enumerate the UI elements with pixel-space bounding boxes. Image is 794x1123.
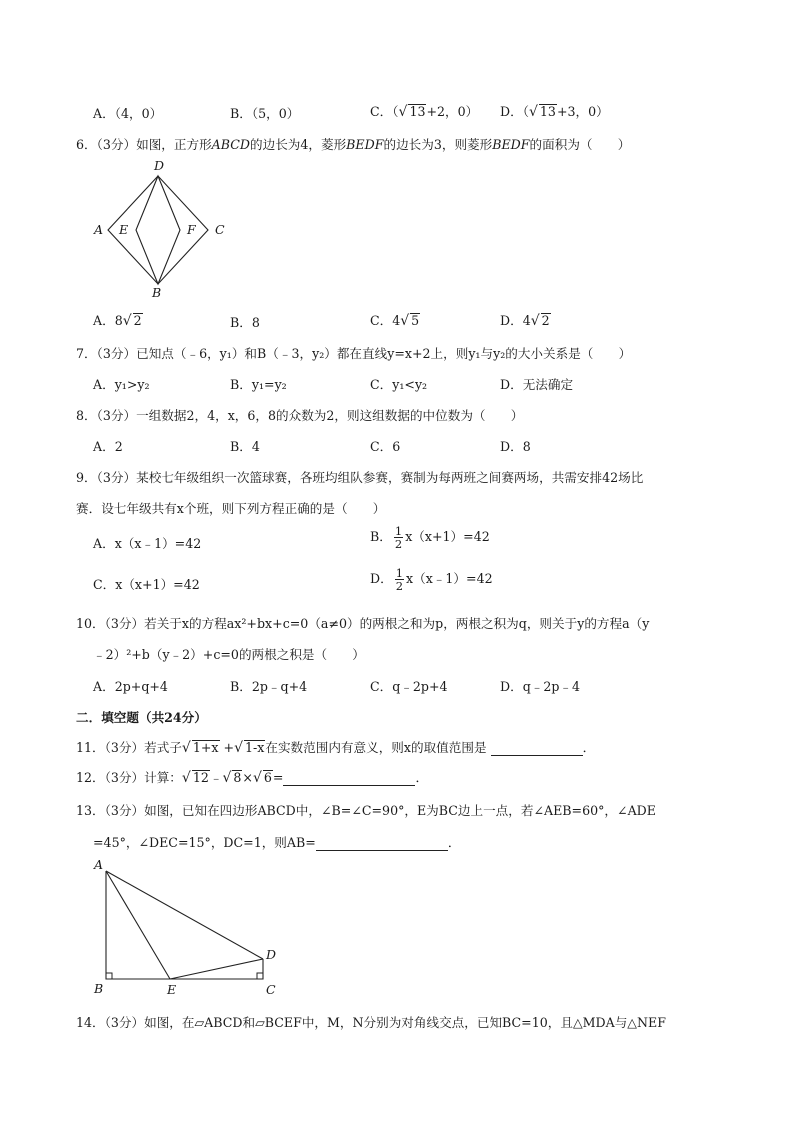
q7-option-c: C．y₁<y₂ [370, 377, 428, 392]
right-angle-c [257, 973, 263, 979]
q9-stem-line1: 9．（3分）某校七年级组织一次篮球赛，各班均组队参赛，赛制为每两班之间赛两场，共需安排42场比 [76, 470, 644, 485]
q13-stem-line2: =45°，∠DEC=15°，DC=1，则AB= ． [93, 835, 461, 850]
q11-stem: 11．（3分）若式子√ 1+x +√ 1-x在实数范围内有意义，则x的取值范围是 ． [76, 740, 596, 756]
q6-option-b: B．8 [230, 315, 260, 330]
label-a: A [94, 222, 104, 237]
label-d: D [154, 158, 165, 173]
q7-option-d: D．无法确定 [500, 377, 574, 392]
q7-option-b: B．y₁=y₂ [230, 377, 287, 392]
q14-stem: 14．（3分）如图，在▱ABCD和▱BCEF中，M，N分别为对角线交点，已知BC=10，且△MDA与△NEF [76, 1015, 666, 1030]
q10-option-a: A．2p+q+4 [93, 679, 168, 694]
q7-stem: 7．（3分）已知点（﹣6，y₁）和B（﹣3，y₂）都在直线y=x+2上，则y₁与y₂的大小关系是（ ） [76, 346, 632, 361]
q10-stem-line2: ﹣2）²+b（y﹣2）+c=0的两根之积是（ ） [93, 647, 365, 662]
q8-option-d: D．8 [500, 439, 531, 454]
q10-option-d: D．q﹣2p﹣4 [500, 679, 581, 694]
q10-option-b: B．2p﹣q+4 [230, 679, 308, 694]
label-e: E [119, 222, 129, 237]
q7-option-a: A．y₁>y₂ [93, 377, 150, 392]
q6-stem: 6．（3分）如图，正方形ABCD的边长为4，菱形BEDF的边长为3，则菱形BEDF的面积为（ ） [76, 137, 631, 152]
label-b: B [152, 285, 162, 300]
q13-answer-blank[interactable] [316, 836, 448, 851]
q9-option-a: A．x（x﹣1）=42 [93, 536, 202, 551]
right-angle-b [106, 973, 112, 979]
q12-stem: 12．（3分）计算：√ 12﹣√ 8×√ 6= ． [76, 770, 429, 786]
q6-option-d: D．4√ 2 [500, 313, 550, 329]
label-c: C [266, 982, 276, 997]
label-d: D [266, 947, 277, 962]
section-heading-fill-in: 二．填空题（共24分） [76, 710, 207, 725]
segment-ae [106, 871, 170, 979]
q9-stem-line2: 赛．设七年级共有x个班，则下列方程正确的是（ ） [76, 501, 386, 516]
q10-stem-line1: 10．（3分）若关于x的方程ax²+bx+c=0（a≠0）的两根之和为p，两根之积为q，则关于y的方程a（y [76, 616, 650, 631]
q5-option-d: D．（√ 13+3，0） [500, 104, 609, 120]
label-c: C [215, 222, 225, 237]
q5-option-c: C．（√ 13+2，0） [370, 104, 479, 120]
q6-option-a: A．8√ 2 [93, 313, 142, 329]
q9-option-c: C．x（x+1）=42 [93, 577, 200, 592]
label-b: B [94, 981, 104, 996]
q13-stem-line1: 13．（3分）如图，已知在四边形ABCD中，∠B=∠C=90°，E为BC边上一点，若∠AEB=60°，∠ADE [76, 803, 656, 818]
q9-option-b: B． $\frac{1}{2}$ x（x+1）=42 [370, 524, 490, 552]
q13-figure [88, 855, 288, 1000]
q8-option-b: B．4 [230, 439, 260, 454]
quadrilateral-sides [106, 871, 263, 979]
q12-answer-blank[interactable] [283, 771, 415, 786]
segment-ed [170, 959, 263, 979]
q6-figure [88, 158, 238, 303]
segment-ad [106, 871, 263, 959]
q8-option-a: A．2 [93, 439, 123, 454]
label-f: F [187, 222, 196, 237]
q9-option-d: D． $\frac{1}{2}$ x（x﹣1）=42 [370, 566, 493, 594]
q8-stem: 8．（3分）一组数据2，4，x，6，8的众数为2，则这组数据的中位数为（ ） [76, 408, 524, 423]
q5-option-a: A．（4，0） [93, 106, 163, 121]
label-e: E [167, 982, 177, 997]
q8-option-c: C．6 [370, 439, 401, 454]
q5-option-b: B．（5，0） [230, 106, 300, 121]
label-a: A [94, 857, 104, 872]
q10-option-c: C．q﹣2p+4 [370, 679, 448, 694]
q11-answer-blank[interactable] [491, 741, 583, 756]
q6-option-c: C．4√ 5 [370, 313, 420, 329]
